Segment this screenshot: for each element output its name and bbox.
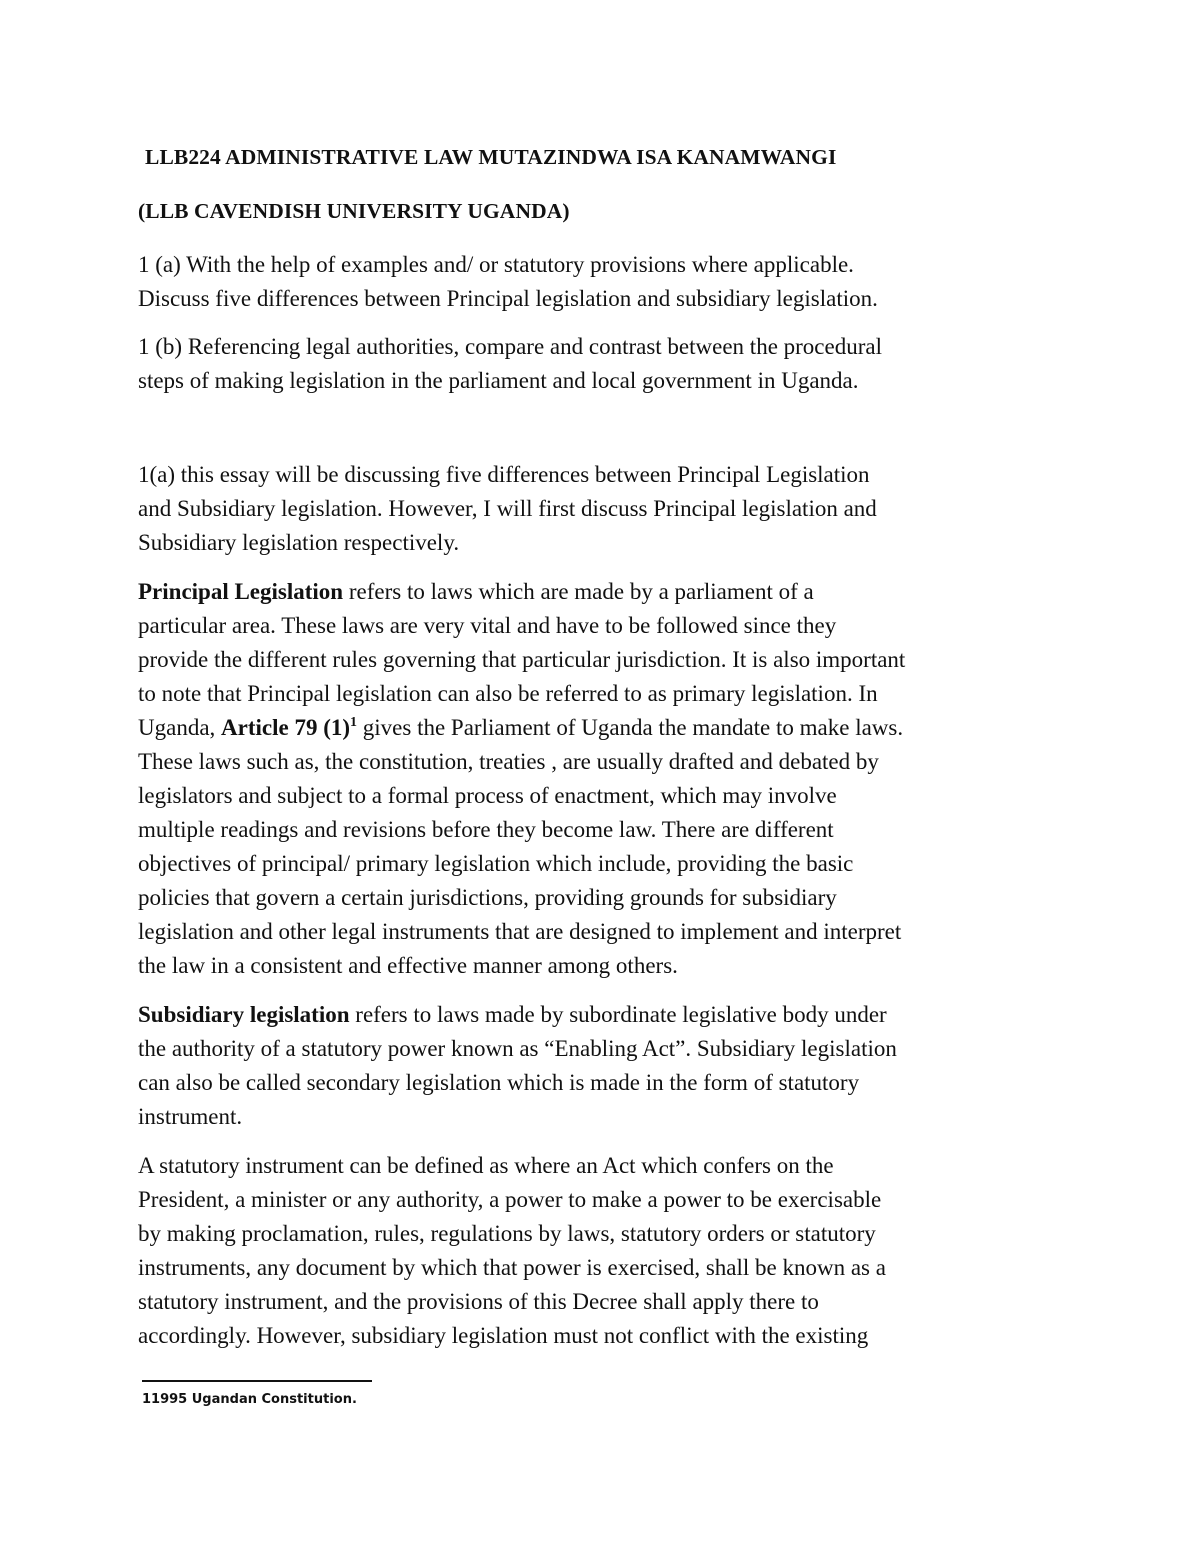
intro-paragraph — [138, 458, 1068, 560]
document-title: LLB224 ADMINISTRATIVE LAW MUTAZINDWA ISA KANAMWANGI — [145, 145, 837, 169]
document-subtitle: (LLB CAVENDISH UNIVERSITY UGANDA) — [138, 199, 570, 223]
paragraph-line — [138, 575, 1068, 609]
question-1b — [138, 330, 1068, 398]
paragraph-line: provide the different rules governing that particular jurisdiction. It is also important — [138, 647, 906, 672]
paragraph-line: can also be called secondary legislation which is made in the form of statutory — [138, 1070, 860, 1095]
paragraph-line: the authority of a statutory power known as “Enabling Act”. Subsidiary legislation — [138, 1036, 897, 1061]
paragraph-text: refers to laws made by subordinate legislative body under — [349, 1002, 887, 1027]
statutory-instrument-paragraph — [138, 1149, 1068, 1353]
paragraph-line: statutory instrument, and the provisions of this Decree shall apply there to — [138, 1289, 819, 1314]
subsidiary-legislation-term: Subsidiary legislation — [138, 1002, 350, 1027]
paragraph-text: Uganda, — [138, 715, 222, 740]
footnote-text: 11995 Ugandan Constitution. — [142, 1392, 357, 1407]
paragraph-text: refers to laws which are made by a parliament of a — [343, 579, 814, 604]
question-1a — [138, 248, 1068, 316]
paragraph-line — [138, 998, 1068, 1032]
paragraph-line: instruments, any document by which that power is exercised, shall be known as a — [138, 1255, 886, 1280]
paragraph-line: President, a minister or any authority, a power to make a power to be exercisable — [138, 1187, 882, 1212]
document-page — [138, 140, 1068, 1353]
question-1a-line: 1 (a) With the help of examples and/ or statutory provisions where applicable. — [138, 252, 854, 277]
paragraph-line: objectives of principal/ primary legislation which include, providing the basic — [138, 851, 854, 876]
paragraph-line: particular area. These laws are very vital and have to be followed since they — [138, 613, 837, 638]
paragraph-line: A statutory instrument can be defined as where an Act which confers on the — [138, 1153, 834, 1178]
paragraph-line: and Subsidiary legislation. However, I will first discuss Principal legislation and — [138, 496, 877, 521]
principal-legislation-paragraph — [138, 575, 1068, 983]
paragraph-text: gives the Parliament of Uganda the mandate to make laws. — [357, 715, 904, 740]
paragraph-line: policies that govern a certain jurisdictions, providing grounds for subsidiary — [138, 885, 837, 910]
paragraph-line: legislators and subject to a formal process of enactment, which may involve — [138, 783, 837, 808]
paragraph-line: legislation and other legal instruments that are designed to implement and interpret — [138, 919, 902, 944]
paragraph-line: by making proclamation, rules, regulations by laws, statutory orders or statutory — [138, 1221, 876, 1246]
question-1b-line: steps of making legislation in the parliament and local government in Uganda. — [138, 368, 859, 393]
principal-legislation-term: Principal Legislation — [138, 579, 344, 604]
paragraph-line — [138, 711, 1068, 745]
footnote-marker: 1 — [350, 715, 358, 730]
paragraph-line: the law in a consistent and effective manner among others. — [138, 953, 678, 978]
paragraph-line: Subsidiary legislation respectively. — [138, 530, 460, 555]
question-1a-line: Discuss five differences between Principal legislation and subsidiary legislation. — [138, 286, 878, 311]
question-1b-line: 1 (b) Referencing legal authorities, compare and contrast between the procedural — [138, 334, 882, 359]
paragraph-line: These laws such as, the constitution, treaties , are usually drafted and debated by — [138, 749, 879, 774]
paragraph-line: to note that Principal legislation can also be referred to as primary legislation. In — [138, 681, 878, 706]
paragraph-line: 1(a) this essay will be discussing five differences between Principal Legislation — [138, 462, 870, 487]
article-reference: Article 79 (1) — [221, 715, 351, 740]
paragraph-line: instrument. — [138, 1104, 243, 1129]
footnote-divider — [142, 1380, 372, 1382]
paragraph-line: multiple readings and revisions before they become law. There are different — [138, 817, 834, 842]
paragraph-line: accordingly. However, subsidiary legislation must not conflict with the existing — [138, 1323, 869, 1348]
subsidiary-legislation-paragraph — [138, 998, 1068, 1134]
